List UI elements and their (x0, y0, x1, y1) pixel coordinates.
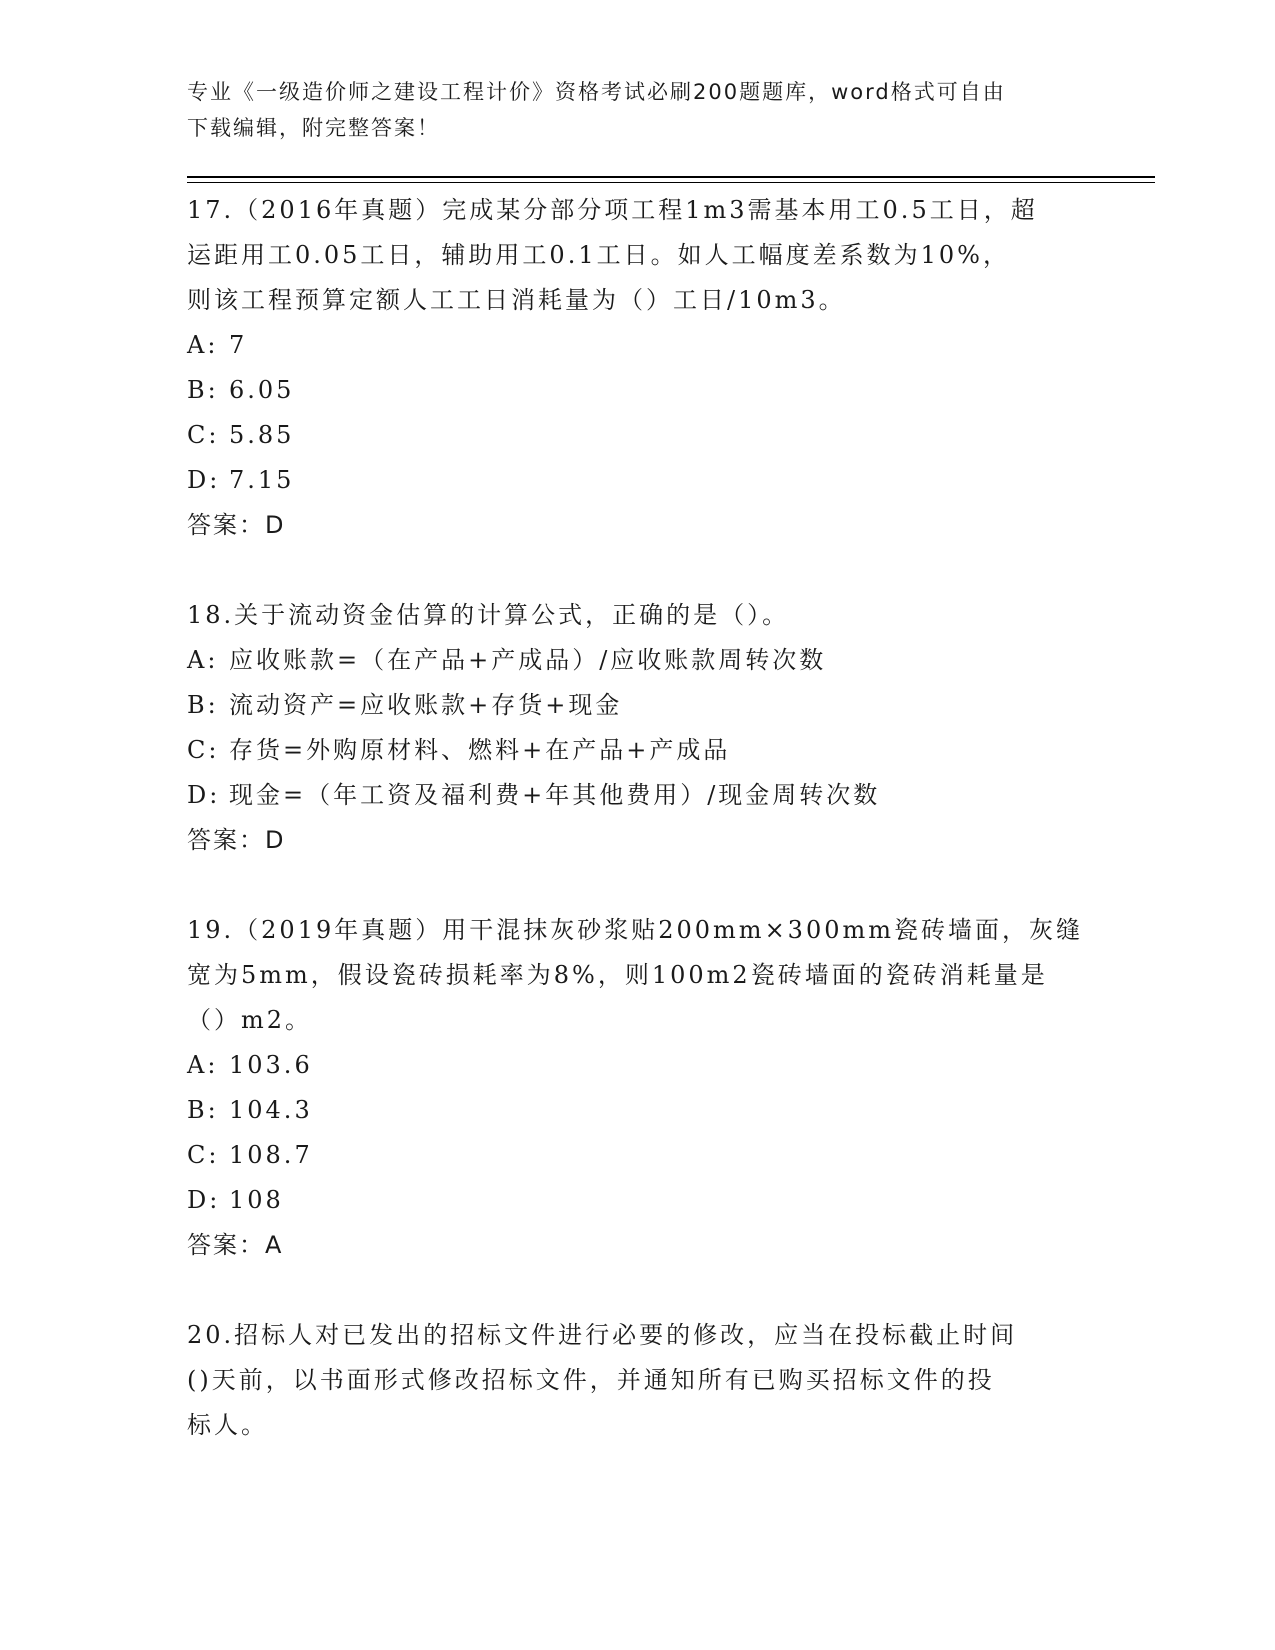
header-divider-thick (187, 176, 1155, 178)
answer-line: 答案：D (187, 511, 286, 539)
option-b (187, 683, 1087, 728)
option-text: 现金=（年工资及福利费+年其他费用）/现金周转次数 (229, 781, 881, 809)
question-spacer (187, 863, 1087, 908)
question-stem-line: 18.关于流动资金估算的计算公式，正确的是（）。 (187, 601, 790, 629)
option-label: A: (187, 646, 219, 674)
option-text: 103.6 (229, 1051, 313, 1079)
document-header (187, 74, 1067, 146)
option-d (187, 773, 1087, 818)
option-text: 104.3 (229, 1096, 313, 1124)
question-spacer (187, 548, 1087, 593)
option-label: D: (187, 1186, 221, 1214)
option-b (187, 1088, 1087, 1133)
question-19 (187, 908, 1087, 1268)
option-label: C: (187, 1141, 220, 1169)
question-stem-line: 宽为5mm，假设瓷砖损耗率为8%，则100m2瓷砖墙面的瓷砖消耗量是 (187, 961, 1048, 989)
option-label: B: (187, 1096, 219, 1124)
option-a (187, 323, 1087, 368)
option-text: 7 (229, 331, 248, 359)
header-line-1: 专业《一级造价师之建设工程计价》资格考试必刷200题题库，word格式可自由 (187, 80, 1006, 104)
option-label: A: (187, 1051, 219, 1079)
option-d (187, 1178, 1087, 1223)
option-text: 108 (229, 1186, 284, 1214)
option-a (187, 1043, 1087, 1088)
question-stem-line: ()天前，以书面形式修改招标文件，并通知所有已购买招标文件的投 (187, 1366, 995, 1394)
option-label: B: (187, 691, 219, 719)
question-list (187, 188, 1087, 1448)
question-stem-line: 17.（2016年真题）完成某分部分项工程1m3需基本用工0.5工日，超 (187, 196, 1038, 224)
header-line-2: 下载编辑，附完整答案！ (187, 116, 440, 140)
option-c (187, 1133, 1087, 1178)
option-d (187, 458, 1087, 503)
question-stem-line: 则该工程预算定额人工工日消耗量为（）工日/10m3。 (187, 286, 846, 314)
option-a (187, 638, 1087, 683)
option-label: C: (187, 736, 220, 764)
question-stem-line: 20.招标人对已发出的招标文件进行必要的修改，应当在投标截止时间 (187, 1321, 1018, 1349)
option-label: D: (187, 781, 221, 809)
option-text: 108.7 (229, 1141, 313, 1169)
answer-line: 答案：D (187, 826, 286, 854)
option-c (187, 728, 1087, 773)
option-text: 5.85 (229, 421, 295, 449)
question-18 (187, 593, 1087, 863)
option-text: 流动资产=应收账款+存货+现金 (229, 691, 623, 719)
option-text: 存货=外购原材料、燃料+在产品+产成品 (229, 736, 731, 764)
question-20 (187, 1313, 1087, 1448)
option-c (187, 413, 1087, 458)
option-text: 6.05 (229, 376, 295, 404)
question-stem-line: 19.（2019年真题）用干混抹灰砂浆贴200mm×300mm瓷砖墙面，灰缝 (187, 916, 1084, 944)
option-label: C: (187, 421, 220, 449)
question-spacer (187, 1268, 1087, 1313)
question-17 (187, 188, 1087, 548)
question-stem-line: 运距用工0.05工日，辅助用工0.1工日。如人工幅度差系数为10%， (187, 241, 1010, 269)
option-text: 7.15 (229, 466, 295, 494)
option-b (187, 368, 1087, 413)
answer-line: 答案：A (187, 1231, 284, 1259)
header-divider-thin (187, 182, 1155, 183)
option-label: D: (187, 466, 221, 494)
option-text: 应收账款=（在产品+产成品）/应收账款周转次数 (229, 646, 827, 674)
question-stem-line: （）m2。 (187, 1006, 313, 1034)
question-stem-line: 标人。 (187, 1411, 268, 1439)
option-label: A: (187, 331, 219, 359)
option-label: B: (187, 376, 219, 404)
